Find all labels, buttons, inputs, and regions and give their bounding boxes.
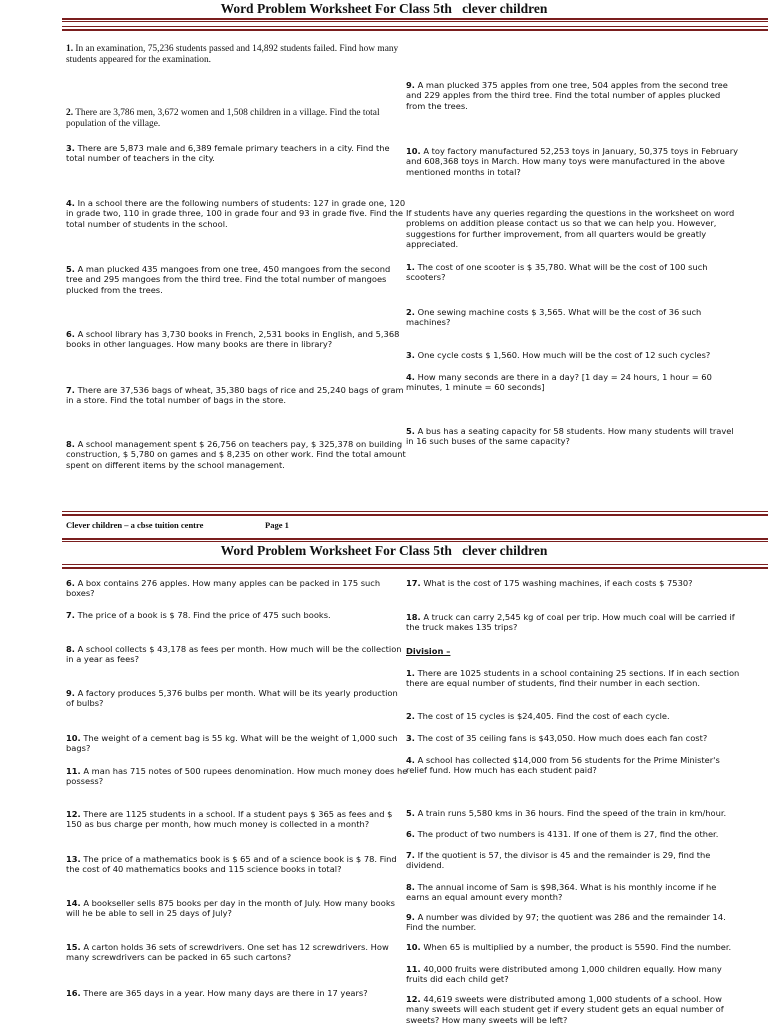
question-item: 1. There are 1025 students in a school containing 25 sections. If in each section there are equal number of students, find their number in each section. (406, 668, 740, 689)
question-item: 2. There are 3,786 men, 3,672 women and 1,508 children in a village. Find the total population of the village. (66, 108, 380, 129)
header-rule-top (62, 18, 768, 20)
question-item: 8. The annual income of Sam is $98,364. What is his monthly income if he earns an equal amount every month? (406, 882, 717, 903)
header-rule-bottom (62, 29, 768, 31)
footer-rule-thin (62, 511, 768, 512)
question-item: 18. A truck can carry 2,545 kg of coal per trip. How much coal will be carried if the truck makes 135 trips? (406, 612, 735, 633)
question-item: 1. In an examination, 75,236 students passed and 14,892 students failed. Find how many students appeared for the examination. (66, 44, 399, 65)
question-item: 5. A train runs 5,580 kms in 36 hours. Find the speed of the train in km/hour. (406, 808, 727, 818)
question-item: 10. The weight of a cement bag is 55 kg. What will be the weight of 1,000 such bags? (66, 733, 398, 754)
question-item: 3. The cost of 35 ceiling fans is $43,050. How much does each fan cost? (406, 733, 708, 743)
page-number: Page 1 (265, 520, 289, 530)
question-item: 3. There are 5,873 male and 6,389 female primary teachers in a city. Find the total number of teachers in the city. (66, 143, 390, 164)
question-item: 9. A factory produces 5,376 bulbs per month. What will be its yearly production of bulbs? (66, 688, 398, 709)
question-item: 11. 40,000 fruits were distributed among 1,000 children equally. How many fruits did each child get? (406, 964, 722, 985)
question-item: 6. A box contains 276 apples. How many apples can be packed in 175 such boxes? (66, 578, 381, 599)
question-item: 12. 44,619 sweets were distributed among 1,000 students of a school. How many sweets will each student get if every student gets an equal number of sweets? How many sweets will be left? (406, 994, 724, 1025)
question-item: 10. When 65 is multiplied by a number, the product is 5590. Find the number. (406, 942, 732, 952)
header-rule-top-thin (62, 541, 768, 542)
question-item: 5. A bus has a seating capacity for 58 students. How many students will travel in 16 such buses of the same capacity? (406, 426, 734, 447)
question-item: 14. A bookseller sells 875 books per day in the month of July. How many books will he be able to sell in 25 days of July? (66, 898, 395, 919)
question-item: 16. There are 365 days in a year. How many days are there in 17 years? (66, 988, 368, 998)
question-item: 4. A school has collected $14,000 from 56 students for the Prime Minister's relief fund. How much has each student paid? (406, 755, 720, 776)
question-item: 8. A school management spent $ 26,756 on teachers pay, $ 325,378 on building construction, $ 5,780 on games and $ 8,235 on other work. Find the total amount spent on different items by the school management. (66, 439, 406, 470)
question-item: 9. A man plucked 375 apples from one tree, 504 apples from the second tree and 229 apples from the third tree. Find the total number of apples plucked from the trees. (406, 80, 728, 111)
question-item: 11. A man has 715 notes of 500 rupees denomination. How much money does he possess? (66, 766, 408, 787)
header-rule-bottom-thin (62, 564, 768, 565)
question-item: 8. A school collects $ 43,178 as fees per month. How much will be the collection in a year as fees? (66, 644, 402, 665)
queries-note: If students have any queries regarding the questions in the worksheet on word problems on addition please contact us so that we can help you. However, suggestions for further improvement, from all quarters would be greatly appreciated. (406, 208, 735, 250)
question-item: 2. One sewing machine costs $ 3,565. What will be the cost of 36 such machines? (406, 307, 702, 328)
question-item: 6. The product of two numbers is 4131. If one of them is 27, find the other. (406, 829, 719, 839)
question-item: 2. The cost of 15 cycles is $24,405. Find the cost of each cycle. (406, 711, 670, 721)
footer-rule (62, 514, 768, 516)
header-rule-top-thin (62, 21, 768, 22)
page-title: Word Problem Worksheet For Class 5th clever children (220, 1, 548, 16)
question-item: 12. There are 1125 students in a school. If a student pays $ 365 as fees and $ 150 as bus charge per month, how much money is collected in a month? (66, 809, 393, 830)
question-item: 7. There are 37,536 bags of wheat, 35,380 bags of rice and 25,240 bags of gram in a store. Find the total number of bags in the store. (66, 385, 404, 406)
question-item: 3. One cycle costs $ 1,560. How much will be the cost of 12 such cycles? (406, 350, 711, 360)
footer-centre-name: Clever children – a cbse tuition centre (66, 520, 204, 530)
question-item: 4. In a school there are the following numbers of students: 127 in grade one, 120 in grade two, 110 in grade three, 100 in grade four and 93 in grade five. Find the total number of students in the school. (66, 198, 406, 229)
header-rule-bottom (62, 567, 768, 569)
question-item: 10. A toy factory manufactured 52,253 toys in January, 50,375 toys in February and 608,368 toys in March. How many toys were manufactured in the above mentioned months in total? (406, 146, 739, 177)
header-rule-top (62, 538, 768, 540)
question-item: 7. If the quotient is 57, the divisor is 45 and the remainder is 29, find the dividend. (406, 850, 711, 871)
question-item: 7. The price of a book is $ 78. Find the price of 475 such books. (66, 610, 331, 620)
question-item: 4. How many seconds are there in a day? [1 day = 24 hours, 1 hour = 60 minutes, 1 minute = 60 seconds] (406, 372, 712, 393)
question-item: 13. The price of a mathematics book is $ 65 and of a science book is $ 78. Find the cost of 40 mathematics books and 115 science books in total? (66, 854, 397, 875)
question-item: 9. A number was divided by 97; the quotient was 286 and the remainder 14. Find the number. (406, 912, 726, 933)
header-rule-bottom-thin (62, 26, 768, 27)
question-item: 6. A school library has 3,730 books in French, 2,531 books in English, and 5,368 books in other languages. How many books are there in library? (66, 329, 400, 350)
question-item: 17. What is the cost of 175 washing machines, if each costs $ 7530? (406, 578, 693, 588)
question-item: 1. The cost of one scooter is $ 35,780. What will be the cost of 100 such scooters? (406, 262, 708, 283)
page-title: Word Problem Worksheet For Class 5th clever children (220, 543, 548, 558)
division-heading: Division – (406, 646, 451, 656)
question-item: 5. A man plucked 435 mangoes from one tree, 450 mangoes from the second tree and 295 mangoes from the third tree. Find the total number of mangoes plucked from the trees. (66, 264, 391, 295)
question-item: 15. A carton holds 36 sets of screwdrivers. One set has 12 screwdrivers. How many screwdrivers can be packed in 65 such cartons? (66, 942, 389, 963)
